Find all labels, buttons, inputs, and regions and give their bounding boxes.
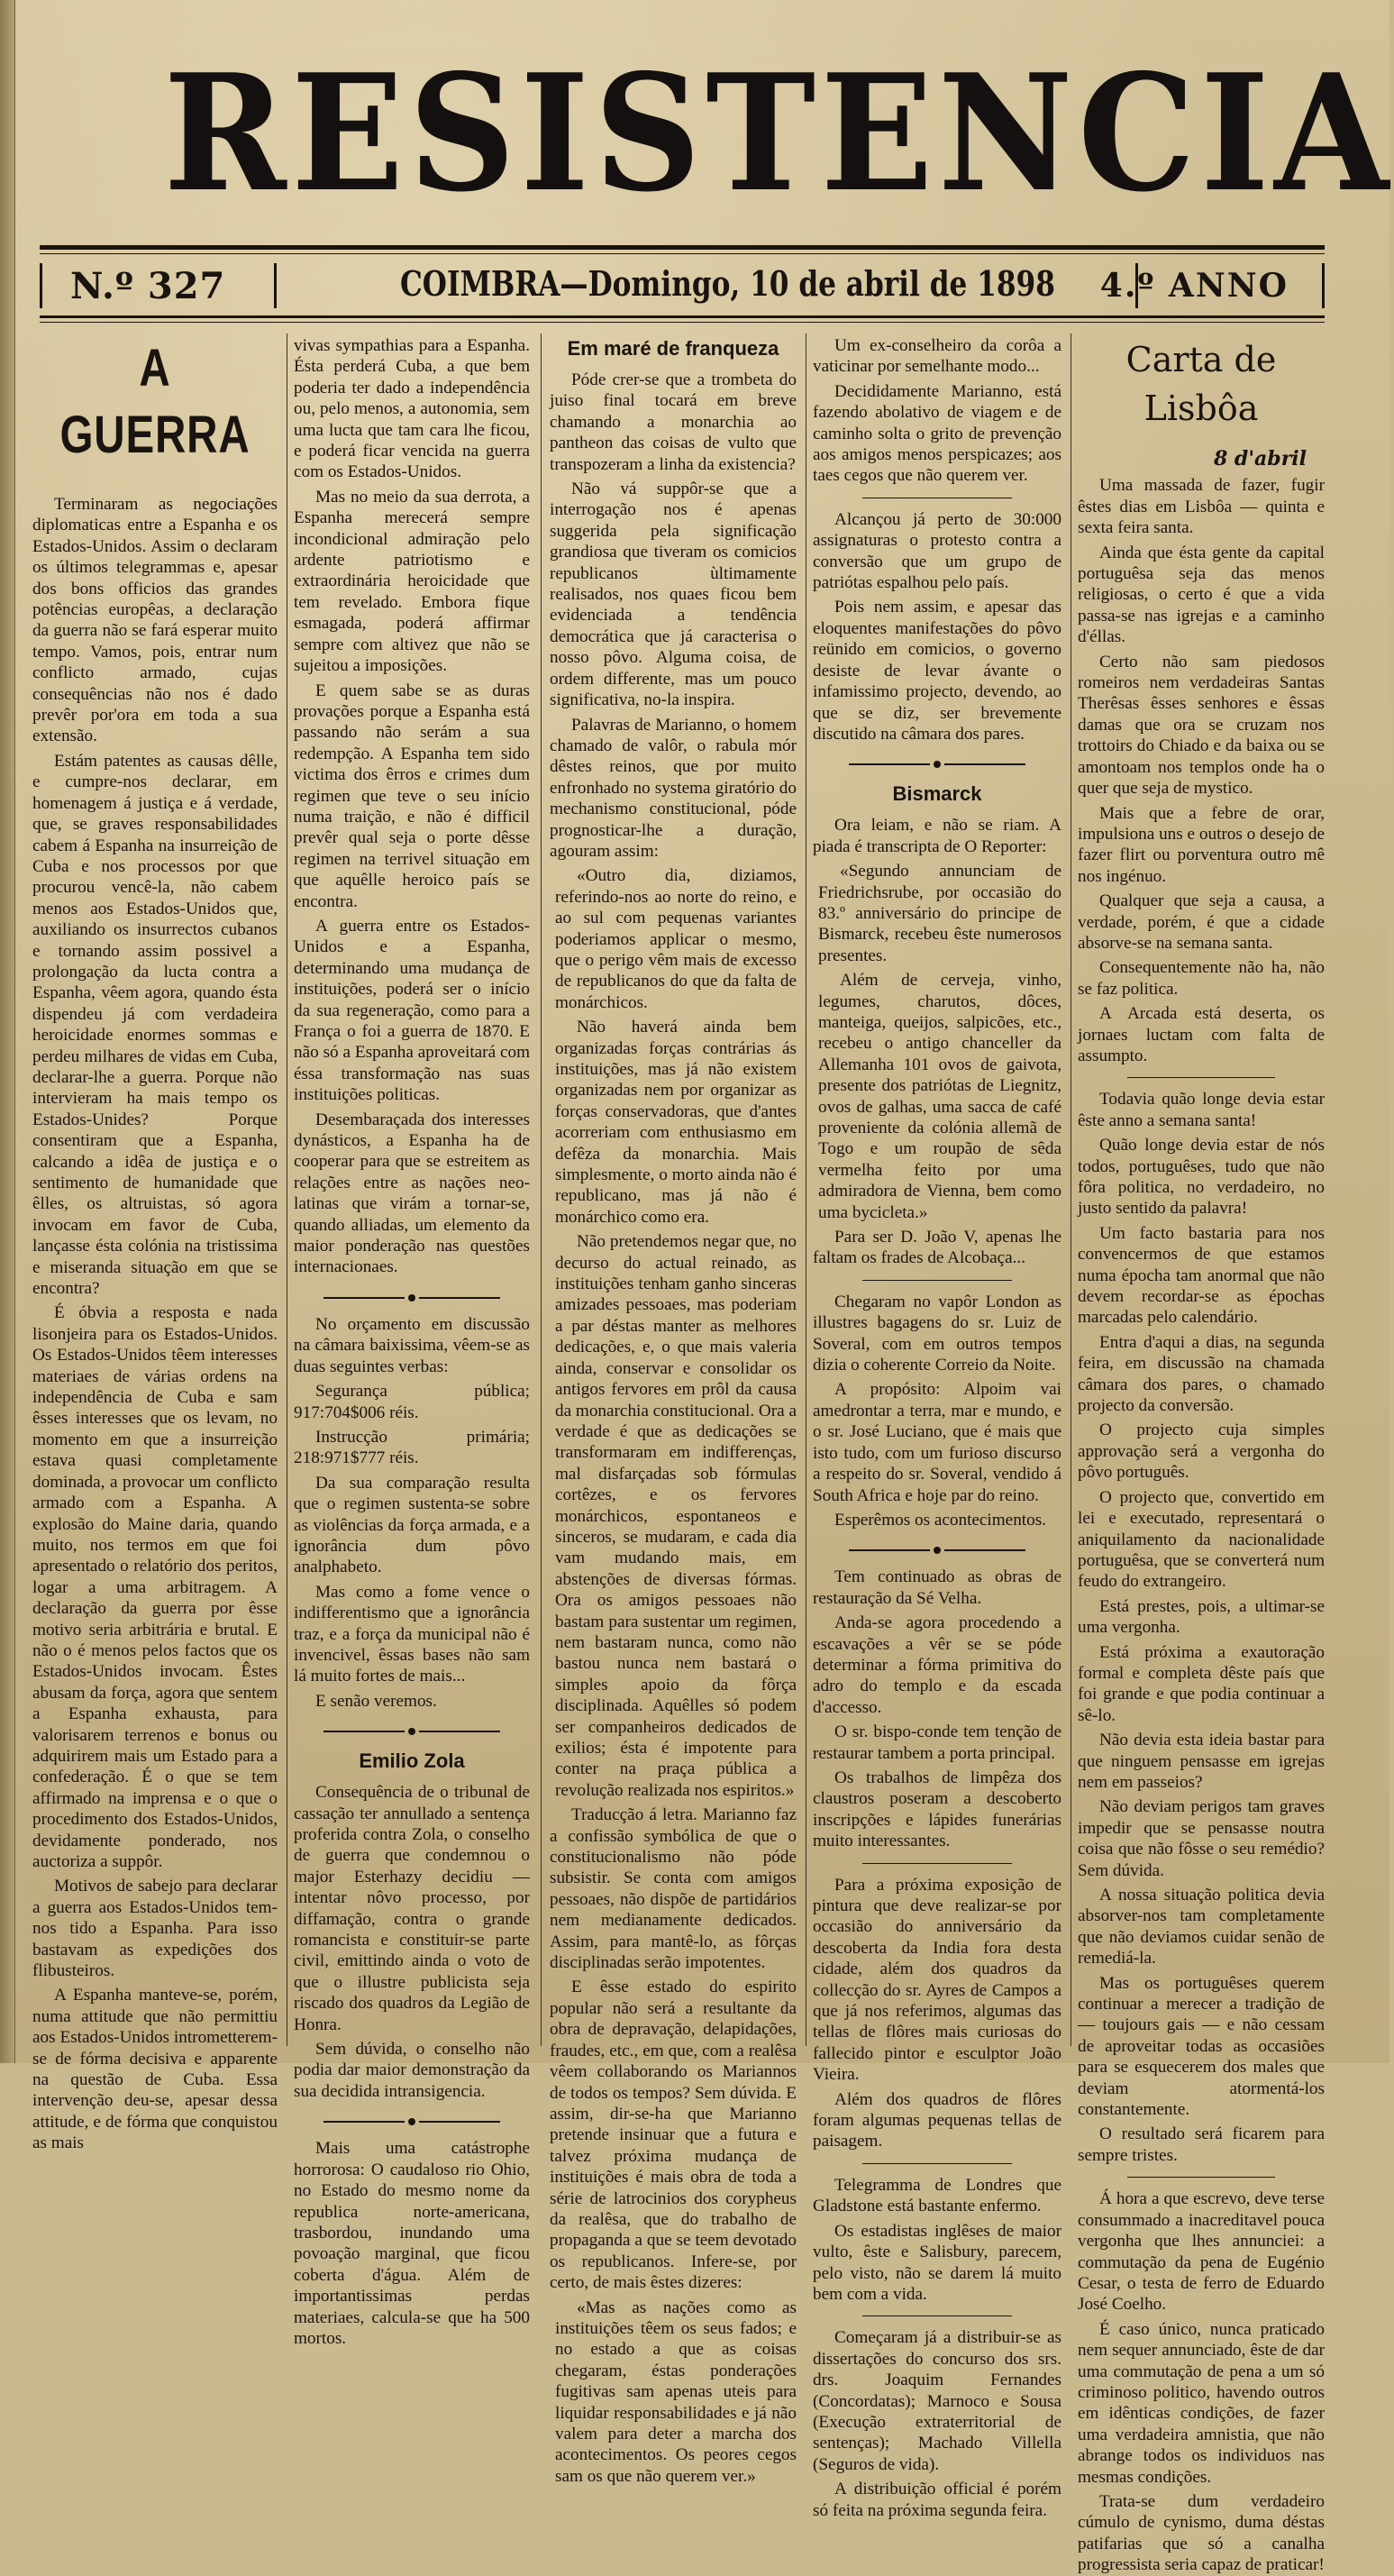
paragraph: Esperêmos os acontecimentos. [834, 1510, 1046, 1530]
paragraph: Decididamente Marianno, está fazendo abolativo de viagem e de caminho solta o grito de prevenção aos amigos menos perspicazes; aos taes cegos que não querem ver. [813, 381, 1061, 486]
article-title-franqueza: Em maré de franqueza [567, 337, 779, 360]
masthead-title: RESISTENCIA [163, 39, 1394, 227]
section-ornament [294, 1287, 530, 1305]
paragraph: Chegaram no vapôr London as illustres bagagens do sr. Luiz de Soveral, com em outros tempos dizia o coherente Correio da Noite. [813, 1292, 1061, 1375]
paragraph: Para a próxima exposição de pintura que deve realizar-se por occasião do anniversário da descoberta da India fora desta cidade, além dos quadros da collecção do sr. Ayres de Campos a que já nos referimos, algumas das tellas de flôres mais curiosas do fallecido pintor e esculptor João Vieira. [813, 1875, 1061, 2085]
letter-date: 8 d'abril [1213, 447, 1307, 470]
issue-number: N.º 327 [70, 265, 226, 307]
column-1 [32, 335, 278, 2153]
section-rule [1127, 1077, 1275, 1078]
paragraph: Desembaraçada dos interesses dynásticos, a Espanha ha de cooperar para que se estreitem as relações entre as nações neo-latinas que virám a tornar-se, quando alliadas, um elemento da maior ponderação nas questões internacionaes. [294, 1110, 530, 1277]
paragraph: Ora leiam, e não se riam. A piada é transcripta de O Reporter: [813, 816, 1061, 856]
adjacent-page-edge [0, 0, 15, 2063]
paragraph: Além dos quadros de flôres foram algumas pequenas tellas de paisagem. [813, 2089, 1061, 2151]
paragraph: É caso único, nunca praticado nem sequer annunciado, êste de dar uma commutação de pena a um só criminoso politico, havendo outros em idênticas condições, de fazer uma verdadeira amnistia, que não abrange todos os individuos nas mesmas condições. [1078, 2319, 1325, 2487]
paragraph: Segurança pública; 917:704$006 réis. [294, 1382, 530, 1422]
paragraph: Começaram já a distribuir-se as dissertações do concurso dos srs. drs. Joaquim Fernandes (Concordatas); Marnoco e Sousa (Execução extraterritorial de sentenças); Machado Villella (Seguros de vida). [813, 2328, 1061, 2474]
paragraph: Motivos de sabejo para declarar a guerra aos Estados-Unidos tem-nos tido a Espanha. Para isso bastavam as expedições dos flibusteiros. [32, 1877, 278, 1981]
paragraph: Os estadistas inglêses de maior vulto, êste e Salisbury, parecem, pelo visto, não se darem lá muito bem com a vida. [813, 2221, 1061, 2304]
paragraph: Entra d'aqui a dias, na segunda feira, em discussão na chamada câmara dos pares, o chamado projecto da conversão. [1078, 1332, 1325, 1416]
quote-paragraph: «Outro dia, diziamos, referindo-nos ao norte do reino, e ao sul com pequenas variantes poderiamos applicar o mesmo, que o perigo vêm mais de excesso de republicanos do que da falta de monárchicos. [555, 866, 797, 1012]
column-2 [294, 335, 530, 2348]
paragraph: Mas como a fome vence o indifferentismo que a ignorância traz, e a força da municipal não é invencivel, êssas bases não sam lá muito fortes de mais... [294, 1582, 530, 1686]
paragraph: vivas sympathias para a Espanha. Ésta perderá Cuba, a que bem poderia ter dado a independência ou, pelo menos, a autonomia, sem uma lucta que tam cara lhe ficou, e poderá ficar vencida na guerra com os Estados-Unidos. [294, 336, 530, 482]
paragraph: Os trabalhos de limpêza dos claustros poseram a descoberto inscripções e lápides funerárias muito interessantes. [813, 1768, 1061, 1851]
paragraph: Certo não sam piedosos romeiros nem verdadeiras Santas Therêsas êsses senhores e êssas damas que ora se cruzam nos trottoirs do Chiado e da baixa ou se amontoam nos templos onde ha o quer que seja de mystico. [1078, 652, 1325, 799]
paragraph: O projecto cuja simples approvação será a vergonha do pôvo português. [1078, 1420, 1325, 1483]
paragraph: Um ex-conselheiro da corôa a vaticinar por semelhante modo... [813, 336, 1061, 377]
paragraph: A propósito: Alpoim vai amedrontar a terra, mar e mundo, e o sr. José Luciano, que é mais que isto tudo, com um furioso discurso a respeito do sr. Soveral, vendido á South Africa e hoje par do reino. [813, 1380, 1061, 1505]
paragraph: Palavras de Marianno, o homem chamado de valôr, o rabula mór dêstes reinos, que por muito enfronhado no systema giratório do mechanismo constitucional, póde prognosticar-lhe a duração, agouram assim: [550, 715, 797, 861]
paragraph: Trata-se dum verdadeiro cúmulo de cynismo, duma déstas patifarias que só a canalha progressista seria capaz de praticar! [1078, 2491, 1325, 2575]
section-rule [1127, 2177, 1275, 2178]
paragraph: Mas os portuguêses querem continuar a merecer a tradição de — toujours gais — e não cessam de aproveitar todas as occasiões para se esquecerem dos males que deviam atormentá-los constantemente. [1078, 1973, 1325, 2120]
quote-paragraph: Além de cerveja, vinho, legumes, charutos, dôces, manteiga, queijos, salpicões, etc., recebeu o antigo chanceller da Allemanha 101 ovos de gaivota, presente dos patriótas de Liegnitz, ovos de galhas, uma sacca de café proveniente da colónia allemã de Togo e um roupão de sêda vermelha feito por uma admiradora de Vienna, bem como uma bycicleta.» [818, 971, 1061, 1222]
paragraph: Anda-se agora procedendo a escavações a vêr se se póde determinar a fórma primitiva do adro do templo e da escada d'accesso. [813, 1613, 1061, 1717]
dateline-divider [274, 263, 277, 308]
paragraph: Não vá suppôr-se que a interrogação nos é apenas suggerida pela significação grandiosa que tiveram os comicios republicanos ùltimamente realisados, nos quaes ficou bem evidenciada a tendência democrática que já caracterisa o nosso pôvo. Alguma coisa, de ordem differente, mas um pouco significativa, no-la inspira. [550, 480, 797, 710]
place-date: COIMBRA—Domingo, 10 de abril de 1898 [400, 263, 1055, 304]
section-ornament [813, 1539, 1061, 1557]
paragraph: Póde crer-se que a trombeta do juiso final tocará em breve chamando a monarchia ao pantheon das coisas de vulto que transpozeram a linha da existencia? [550, 370, 797, 474]
paragraph: É óbvia a resposta e nada lisonjeira para os Estados-Unidos. Os Estados-Unidos têem interesses materiaes de várias ordens na independência de Cuba e sam êsses interesses que os levam, no momento em que a insurreição estava quasi completamente dominada, a provocar um conflicto armado com a Espanha. A explosão do Maine daria, quando muito, nos termos em que foi apresentado o relatório dos peritos, logar a uma arbitragem. A declaração da guerra por êsse motivo seria arbitrária e brutal. E não o é menos pelos factos que os Estados-Unidos invocam. Êstes abusam da força, agora que sentem a Espanha exhausta, para valorisarem terrenos e bonus ou adquirirem mais um Estado para a confederação. É o que se tem affirmado na imprensa e o que o procedimento dos Estados-Unidos, devidamente ponderado, nos auctoriza a suppôr. [32, 1303, 278, 1871]
paragraph: A distribuição official é porém só feita na próxima segunda feira. [813, 2480, 1061, 2520]
paragraph: Para ser D. João V, apenas lhe faltam os frades de Alcobaça... [813, 1228, 1061, 1268]
quote-paragraph: Não haverá ainda bem organizadas forças contrárias ás instituições, mas já não existem organizadas nem por organizar as forças conservadoras, que d'antes acorreriam com enthusiasmo em defêza da monarchia. Mais simplesmente, o morto ainda não é republicano, mas já não é monárchico como era. [555, 1018, 797, 1227]
paragraph: Pois nem assim, e apesar das eloquentes manifestações do pôvo reünido em comicios, o governo desiste de levar ávante o infamissimo projecto, devendo, ao que se diz, ser brevemente discutido na câmara dos pares. [813, 598, 1061, 744]
paragraph: O sr. bispo-conde tem tenção de restaurar tambem a porta principal. [813, 1722, 1061, 1763]
paragraph: Quão longe devia estar de nós todos, portuguêses, tudo que não fôra politica, no verdadeiro, no justo sentido da palavra! [1078, 1136, 1325, 1219]
dateline-rule [40, 315, 1325, 318]
paragraph: Todavia quão longe devia estar êste anno a semana santa! [1078, 1090, 1325, 1130]
paragraph: A Arcada está deserta, os jornaes luctam com falta de assumpto. [1078, 1004, 1325, 1065]
column-5 [1078, 335, 1325, 2575]
article-title-zola: Emilio Zola [359, 1749, 465, 1773]
section-ornament [294, 1721, 530, 1739]
paragraph: Não devia esta ideia bastar para que ninguem pensasse em igrejas nem em passeios? [1078, 1731, 1325, 1792]
paragraph: Á hora a que escrevo, deve terse consummado a inacreditavel pouca vergonha que lhes annunciei: a commutação da pena de Eugénio Cesar, o testa de ferro de Eduardo José Coelho. [1078, 2189, 1325, 2315]
paragraph: O projecto que, convertido em lei e executado, representará o aniquilamento da nacionalidade portuguêsa, que se converterá num feudo do extrangeiro. [1078, 1487, 1325, 1592]
paragraph: Mais que a febre de orar, impulsiona uns e outros o desejo de fazer flirt ou porventura outro mê nos ingénuo. [1078, 803, 1325, 886]
paragraph: Alcançou já perto de 30:000 assignaturas o protesto contra a conversão que um grupo de patriótas espalhou pelo país. [813, 509, 1061, 593]
quote-paragraph: «Segundo annunciam de Friedrichsrube, por occasião do 83.º anniversário do principe de Bismarck, recebeu êste numerosos presentes. [818, 862, 1061, 965]
paragraph: Mas no meio da sua derrota, a Espanha merecerá sempre incondicional admiração pelo ardente patriotismo e extraordinária heroicidade que tem revelado. Embora fique esmagada, poderá affirmar sempre com altivez que não se sujeitou a imposições. [294, 487, 530, 676]
paragraph: E êsse estado do espirito popular não será a resultante da obra de depravação, delapidações, fraudes, etc., em que, com a realêsa vêem collaborando os Mariannos de todos os tempos? Sem dúvida. E assim, dir-se-ha que Marianno pretende insinuar que a futura e talvez próxima mudança de instituições é mais obra de toda a série de latrocinios dos corypheus da realêsa, que do trabalho de propaganda a que se teem devotado os republicanos. Infere-se, por certo, de mais êstes dizeres: [550, 1978, 797, 2293]
paragraph: Não deviam perigos tam graves impedir que se pensasse noutra coisa que não fôsse o seu remédio? Sem dúvida. [1078, 1797, 1325, 1880]
paragraph: Instrucção primária; 218:971$777 réis. [294, 1427, 530, 1468]
paragraph: Ainda que ésta gente da capital portuguêsa seja das menos religiosas, o certo é que a vida passa-se nas igrejas e a caminho d'éllas. [1078, 543, 1325, 647]
paragraph: Está próxima a exautoração formal e completa dêste país que foi grande e que podia continuar a sê-lo. [1078, 1642, 1325, 1725]
column-4 [813, 335, 1061, 2520]
paragraph: Uma massada de fazer, fugir êstes dias em Lisbôa — quinta e sexta feira santa. [1078, 476, 1325, 538]
paragraph: Mais uma catástrophe horrorosa: O caudaloso rio Ohio, no Estado do mesmo nome da republica norte-americana, trasbordou, inundando uma povoação marginal, que ficou coberta d'água. Além de importantissimas perdas materiaes, calcula-se que ha 500 mortos. [294, 2139, 530, 2348]
paragraph: No orçamento em discussão na câmara baixissima, vêem-se as duas seguintes verbas: [294, 1314, 530, 1376]
quote-paragraph: Não pretendemos negar que, no decurso do actual reinado, as instituições tenham ganho sinceras amizades pessoaes, mas poderiam a par déstas manter as melhores dedicações, e, o que mais valeria ainda, conservar e consolidar os antigos fervores em prôl da causa da monarchia constitucional. Ora a verdade é que as dedicações se transformaram em indifferenças, mal disfarçadas sob fórmulas cortêzes, e os fervores monárchicos, espontaneos e sinceros, se mudaram, e cada dia vam mudando mais, em abstenções de diversas fórmas. Ora os amigos pessoaes não bastam para sustentar um regimen, nem bastaram nunca, como não bastou nunca nem bastará o simples apoio da fôrça disciplinada. Aquêlles só podem ser companheiros dedicados de exilios; ésta é impotente para conter na praça pública a revolução realizada nos espiritos.» [555, 1232, 797, 1800]
section-ornament [813, 754, 1061, 772]
paragraph: E senão veremos. [315, 1691, 437, 1711]
paragraph: Telegramma de Londres que Gladstone está bastante enfermo. [813, 2175, 1061, 2216]
paragraph: Um facto bastaria para nos convencermos de que estamos numa épocha tam anormal que não devem recordar-se as épochas marcadas pelo calendário. [1078, 1223, 1325, 1328]
paragraph: Terminaram as negociações diplomaticas entre a Espanha e os Estados-Unidos. Assim o declaram os últimos telegrammas e, apesar dos bons officios das grandes potências europêas, a declaração da guerra não se fará esperar muito tempo. Vamos, pois, entrar num conflicto armado, cujas consequências não nos é dado prevêr por'ora em toda a sua extensão. [32, 495, 278, 746]
paragraph: Está prestes, pois, a ultimar-se uma vergonha. [1078, 1596, 1325, 1638]
quote-paragraph: «Mas as nações como as instituições têem os seus fados; e no estado a que as coisas chegaram, éstas ponderações fugitivas sam apenas uteis para liquidar responsabilidades e já não valem para deter a marcha dos acontecimentos. Os peores cegos sam os que não querem ver.» [555, 2297, 797, 2486]
dateline-divider [1322, 263, 1325, 308]
dateline-rule-thin [40, 322, 1325, 323]
paragraph: A Espanha manteve-se, porém, numa attitude que não permittiu aos Estados-Unidos intrometterem-se de fórma decisiva e apparente na questão de Cuba. Essa intervenção deu-se, apesar dessa attitude, e de fórma que conquistou as mais [32, 1986, 278, 2153]
section-rule [862, 1863, 1012, 1864]
article-title-guerra: A GUERRA [59, 339, 251, 464]
paragraph: A guerra entre os Estados-Unidos e a Espanha, determinando uma mudança de instituições, poderá ser o início da sua regeneração, como para a França o foi a guerra de 1870. E não só a Espanha aproveitará com éssa transformação nas suas instituições politicas. [294, 916, 530, 1105]
paragraph: Sem dúvida, o conselho não podia dar maior demonstração da sua decidida intransigencia. [294, 2040, 530, 2101]
masthead-rule [40, 245, 1325, 250]
article-title-bismarck: Bismarck [892, 782, 982, 806]
paragraph: Consequentemente não ha, não se faz politica. [1078, 958, 1325, 999]
paragraph: Estám patentes as causas dêlle, e cumpre-nos declarar, em homenagem á justiça e á verdade, que, se graves responsabilidades cabem á Espanha na insurreição de Cuba e nos processos por que procurou vencê-la, não cabem menos aos Estados-Unidos que, auxiliando os insurrectos cubanos e tornando assim possivel a prolongação da lucta contra a Espanha, vêem agora, quando ésta dispendeu já com verdadeira heroicidade enormes sommas e perdeu milhares de vidas em Cuba, declarar-lhe a guerra. Porque não intervieram ha mais tempo os Estados-Unides? Porque consentiram que a Espanha, calcando a idêa de justiça e o sentimento de humanidade que êlles, os altruistas, só agora invocam em favor de Cuba, lançasse ésta colónia na tristissima e miseranda situação em que se encontra? [32, 751, 278, 1299]
column-rule [541, 333, 542, 2046]
dateline-divider [40, 263, 42, 308]
paragraph: Tem continuado as obras de restauração da Sé Velha. [813, 1567, 1061, 1608]
section-rule [862, 2163, 1012, 2164]
article-title-carta: Carta de Lisbôa [1125, 340, 1277, 428]
paragraph: E quem sabe se as duras provações porque a Espanha está passando não serám a sua redempção. A Espanha tem sido victima dos êrros e crimes dum regimen que teve o seu início numa traição, e não é difficil prevêr qual seja o porte dêsse regimen na terrivel situação em que aquêlle heroico país se encontra. [294, 681, 530, 911]
section-ornament [294, 2111, 530, 2129]
dateline-bar [40, 256, 1325, 314]
paragraph: A nossa situação politica devia absorver-nos tam completamente que não deviamos cuidar senão de remediá-la. [1078, 1886, 1325, 1969]
year-label: 4.º ANNO [1099, 267, 1289, 305]
column-3 [550, 335, 797, 2486]
paragraph: Qualquer que seja a causa, a verdade, porém, é que a cidade absorve-se na semana santa. [1078, 891, 1325, 953]
section-rule [862, 1280, 1012, 1281]
paragraph: Traducção á letra. Marianno faz a confissão symbólica de que o constitucionalismo não póde subsistir. Se conta com amigos pessoaes, não dispõe de partidários nem medianamente dedicados. Assim, para mantê-lo, as fôrças disciplinadas serão impotentes. [550, 1805, 797, 1973]
paragraph: Consequência de o tribunal de cassação ter annullado a sentença proferida contra Zola, o conselho de guerra que condemnou o major Esterhazy decidiu — intentar nôvo processo, por diffamação, contra o grande romancista e constituir-se parte civil, emittindo ainda o voto de que o illustre publicista seja riscado dos quadros da Legião de Honra. [294, 1783, 530, 2034]
paragraph: Da sua comparação resulta que o regimen sustenta-se sobre as violências da força armada, e a ignorância dum pôvo analphabeto. [294, 1473, 530, 1577]
paragraph: O resultado será ficarem para sempre tristes. [1078, 2124, 1325, 2165]
masthead-rule-thin [40, 253, 1325, 254]
